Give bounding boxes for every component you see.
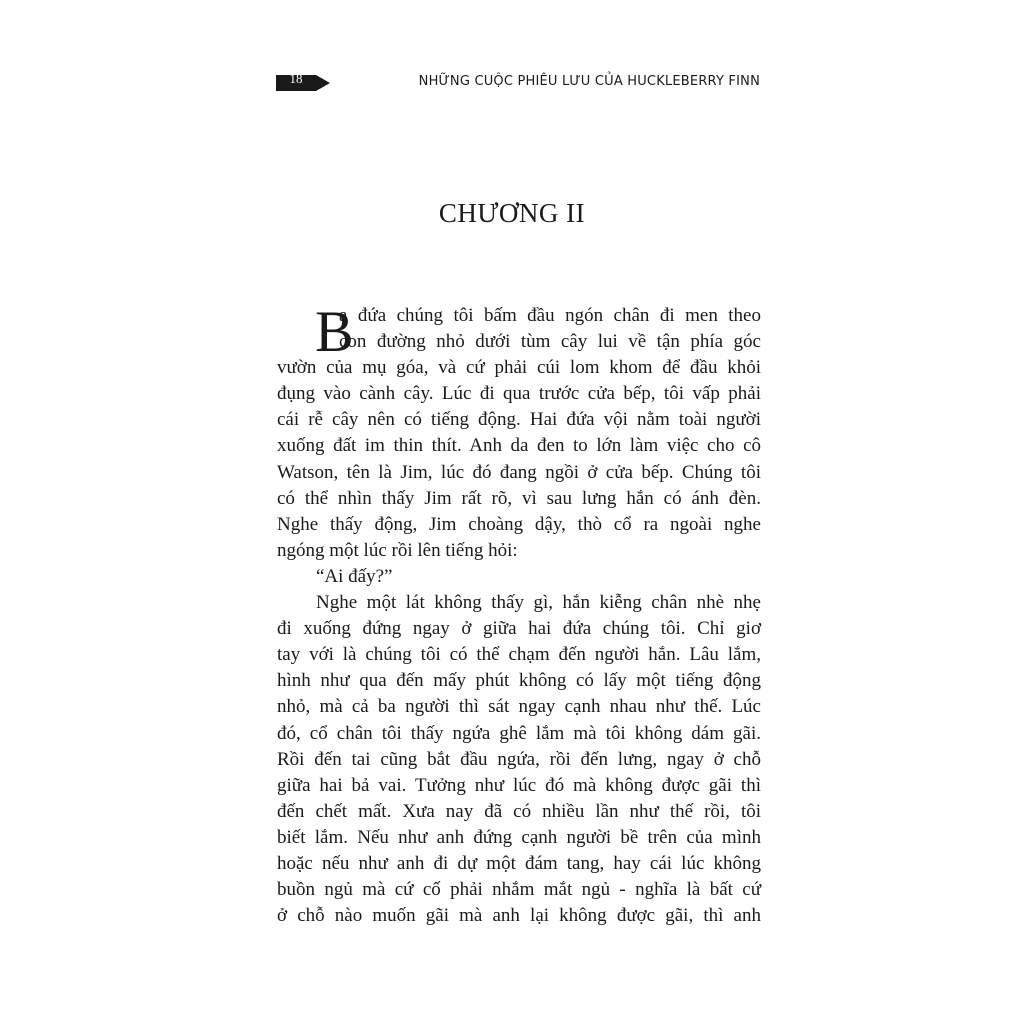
paragraph-1 bbox=[277, 299, 761, 564]
body-text bbox=[277, 299, 761, 929]
running-title: NHỮNG CUỘC PHIÊU LƯU CỦA HUCKLEBERRY FINN bbox=[418, 74, 760, 89]
text-line: ở chỗ nào muốn gãi mà anh lại không được gãi, thì anh bbox=[277, 905, 761, 927]
text-line: Watson, tên là Jim, lúc đó đang ngồi ở cửa bếp. Chúng tôi bbox=[277, 461, 761, 483]
text-line: nhỏ, mà cả ba người thì sát ngay cạnh nhau như thế. Lúc bbox=[277, 696, 761, 718]
drop-cap: B bbox=[315, 299, 354, 364]
text-line: biết lắm. Nếu như anh đứng cạnh người bề trên của mình bbox=[277, 826, 761, 848]
text-line: vườn của mụ góa, và cứ phải cúi lom khom để đầu khỏi bbox=[277, 357, 761, 379]
text-line: Rồi đến tai cũng bắt đầu ngứa, rồi đến lưng, ngay ở chỗ bbox=[277, 748, 761, 770]
text-line: a đứa chúng tôi bấm đầu ngón chân đi men theo bbox=[339, 305, 761, 326]
text-line: “Ai đấy?” bbox=[316, 565, 393, 587]
text-line: cái rễ cây nên có tiếng động. Hai đứa vội nằm toài người bbox=[277, 409, 761, 431]
text-line: tay với là chúng tôi có thể chạm đến người hắn. Lâu lắm, bbox=[277, 644, 761, 666]
text-line: hoặc nếu như anh đi dự một đám tang, hay cái lúc không bbox=[277, 852, 761, 874]
text-line: buồn ngủ mà cứ cố phải nhắm mắt ngủ - nghĩa là bất cứ bbox=[277, 879, 761, 901]
running-header bbox=[276, 70, 760, 98]
text-line: Nghe một lát không thấy gì, hắn kiễng chân nhè nhẹ bbox=[316, 592, 761, 614]
text-line: xuống đất im thin thít. Anh da đen to lớn làm việc cho cô bbox=[277, 435, 761, 457]
text-line: có thể nhìn thấy Jim rất rõ, vì sau lưng hắn có ánh đèn. bbox=[277, 487, 761, 509]
text-line: đụng vào cành cây. Lúc đi qua trước cửa bếp, tôi vấp phải bbox=[277, 383, 761, 405]
text-line: hình như qua đến mấy phút không có lấy một tiếng động bbox=[277, 670, 761, 692]
page-number: 18 bbox=[289, 71, 303, 86]
text-line: ngóng một lúc rồi lên tiếng hỏi: bbox=[277, 539, 518, 561]
text-line: Nghe thấy động, Jim choàng dậy, thò cổ ra ngoài nghe bbox=[277, 513, 761, 535]
text-line: đó, cổ chân tôi thấy ngứa ghê lắm mà tôi không dám gãi. bbox=[277, 722, 761, 744]
text-line: đi xuống đứng ngay ở giữa hai đứa chúng tôi. Chỉ giơ bbox=[277, 618, 761, 640]
text-line: giữa hai bả vai. Tưởng như lúc đó mà không được gãi thì bbox=[277, 774, 761, 796]
text-line: đến chết mất. Xưa nay đã có nhiều lần như thế rồi, tôi bbox=[277, 800, 761, 822]
chapter-title: CHƯƠNG II bbox=[438, 198, 586, 228]
text-line: con đường nhỏ dưới tùm cây lui về tận phía góc bbox=[339, 331, 761, 353]
paragraph-3 bbox=[277, 590, 761, 929]
paragraph-2 bbox=[277, 564, 761, 590]
